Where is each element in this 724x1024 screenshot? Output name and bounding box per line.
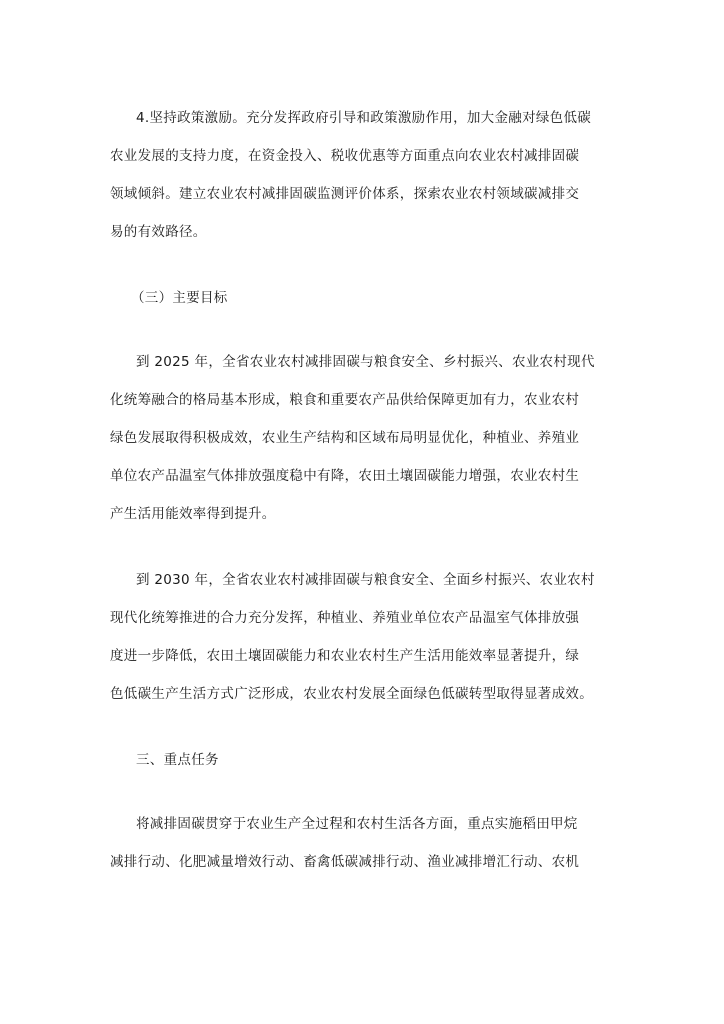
paragraph-2-line-5: 产生活用能效率得到提升。: [110, 506, 276, 522]
paragraph-1-line-2: 农业发展的支持力度，在资金投入、税收优惠等方面重点向农业农村减排固碳: [110, 148, 580, 164]
paragraph-3-line-4: 色低碳生产生活方式广泛形成，农业农村发展全面绿色低碳转型取得显著成效。: [110, 686, 593, 702]
paragraph-3-line-1: 到 2030 年，全省农业农村减排固碳与粮食安全、全面乡村振兴、农业农村: [136, 572, 595, 588]
paragraph-1-line-3: 领域倾斜。建立农业农村减排固碳监测评价体系，探索农业农村领域碳减排交: [110, 186, 580, 202]
paragraph-2-line-4: 单位农产品温室气体排放强度稳中有降，农田土壤固碳能力增强，农业农村生: [110, 468, 580, 484]
paragraph-1-line-1: 4.坚持政策激励。充分发挥政府引导和政策激励作用，加大金融对绿色低碳: [136, 110, 592, 126]
section-subheading: （三）主要目标: [131, 290, 228, 306]
paragraph-3-line-2: 现代化统筹推进的合力充分发挥，种植业、养殖业单位农产品温室气体排放强: [110, 610, 580, 626]
paragraph-1-line-4: 易的有效路径。: [110, 224, 207, 240]
paragraph-2-line-2: 化统筹融合的格局基本形成，粮食和重要农产品供给保障更加有力，农业农村: [110, 392, 580, 408]
paragraph-2-line-1: 到 2025 年，全省农业农村减排固碳与粮食安全、乡村振兴、农业农村现代: [136, 354, 595, 370]
paragraph-3-line-3: 度进一步降低，农田土壤固碳能力和农业农村生产生活用能效率显著提升，绿: [110, 648, 580, 664]
paragraph-2-line-3: 绿色发展取得积极成效，农业生产结构和区域布局明显优化，种植业、养殖业: [110, 430, 580, 446]
paragraph-4-line-1: 将减排固碳贯穿于农业生产全过程和农村生活各方面，重点实施稻田甲烷: [136, 816, 578, 832]
section-heading: 三、重点任务: [136, 752, 219, 768]
paragraph-4-line-2: 减排行动、化肥减量增效行动、畜禽低碳减排行动、渔业减排增汇行动、农机: [110, 854, 580, 870]
